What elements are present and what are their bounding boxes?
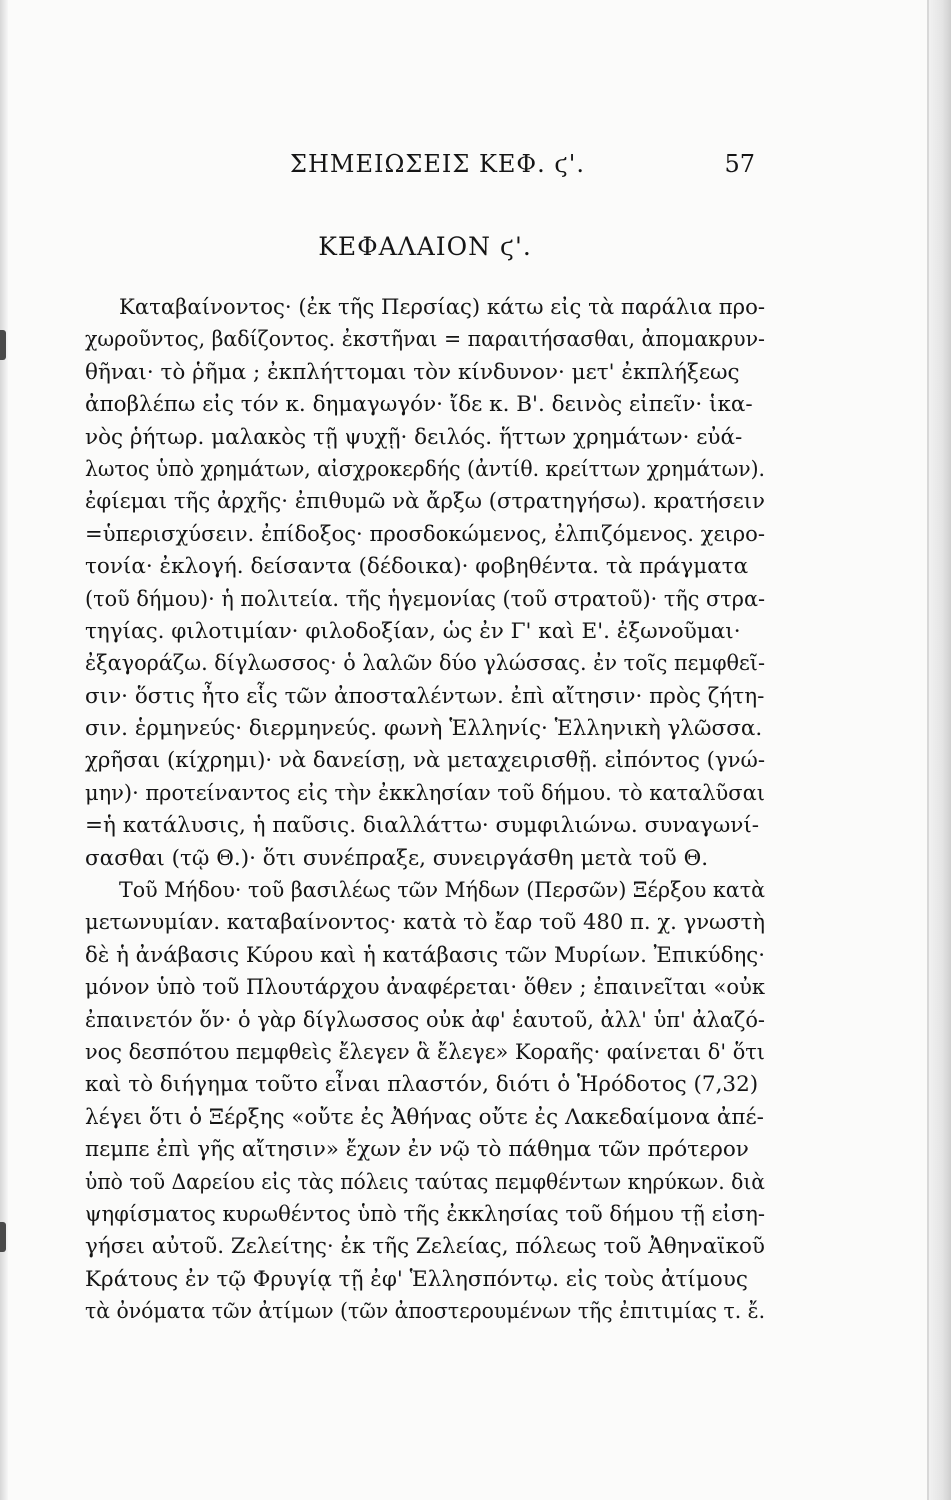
notes-text	[85, 292, 765, 1329]
text-line: Κράτους ἐν τῷ Φρυγίᾳ τῇ ἐφ' Ἑλλησπόντῳ. εἰς τοὺς ἀτίμους	[85, 1266, 748, 1292]
text-line: ἀποβλέπω εἰς τόν κ. δημαγωγόν· ἴδε κ. Β'. δεινὸς εἰπεῖν· ἱκα-	[85, 392, 753, 418]
text-line: Καταβαίνοντος· (ἐκ τῆς Περσίας) κάτω εἰς τὰ παράλια προ-	[119, 295, 766, 320]
page-number: 57	[724, 150, 755, 178]
text-line: μην)· προτείναντος εἰς τὴν ἐκκλησίαν τοῦ δήμου. τὸ καταλῦσαι	[85, 780, 765, 806]
text-line: =ἡ κατάλυσις, ἡ παῦσις. διαλλάττω· συμφιλιώνω. συναγωνί-	[85, 813, 760, 839]
text-line: (τοῦ δήμου)· ἡ πολιτεία. τῆς ἡγεμονίας (τοῦ στρατοῦ)· τῆς στρα-	[85, 586, 766, 612]
text-line: ψηφίσματος κυρωθέντος ὑπὸ τῆς ἐκκλησίας τοῦ δήμου τῇ εἰση-	[85, 1201, 765, 1227]
running-head-title: ΣΗΜΕΙΩΣΕΙΣ ΚΕΦ. ϛ'.	[290, 150, 585, 178]
left-page-edge	[0, 0, 8, 1500]
text-line: σιν. ἑρμηνεύς· διερμηνεύς. φωνὴ Ἑλληνίς· Ἑλληνικὴ γλῶσσα.	[85, 716, 763, 742]
text-line: τὰ ὀνόματα τῶν ἀτίμων (τῶν ἀποστερουμένων τῆς ἐπιτιμίας τ. ἔ.	[85, 1299, 766, 1325]
text-line: ἐξαγοράζω. δίγλωσσος· ὁ λαλῶν δύο γλώσσας. ἐν τοῖς πεμφθεῖ-	[85, 651, 765, 677]
text-line: τονία· ἐκλογή. δείσαντα (δέδοικα)· φοβηθέντα. τὰ πράγματα	[85, 554, 749, 580]
binding-mark	[0, 330, 6, 360]
text-line: πεμπε ἐπὶ γῆς αἴτησιν» ἔχων ἐν νῷ τὸ πάθημα τῶν πρότερον	[85, 1137, 749, 1163]
text-line: νὸς ῥήτωρ. μαλακὸς τῇ ψυχῇ· δειλός. ἥττων χρημάτων· εὐά-	[85, 424, 743, 450]
text-line: τηγίας. φιλοτιμίαν· φιλοδοξίαν, ὡς ἐν Γ' καὶ Ε'. ἐξωνοῦμαι·	[85, 618, 741, 644]
text-line: λέγει ὅτι ὁ Ξέρξης «οὔτε ἐς Ἀθήνας οὔτε ἐς Λακεδαίμονα ἀπέ-	[85, 1104, 764, 1130]
text-line: δὲ ἡ ἀνάβασις Κύρου καὶ ἡ κατάβασις τῶν Μυρίων. Ἐπικύδης·	[85, 942, 766, 968]
text-line: λωτος ὑπὸ χρημάτων, αἰσχροκερδής (ἀντίθ. κρείττων χρημάτων).	[85, 456, 766, 482]
text-line: σασθαι (τῷ Θ.)· ὅτι συνέπραξε, συνειργάσθη μετὰ τοῦ Θ.	[85, 845, 709, 871]
text-line: Τοῦ Μήδου· τοῦ βασιλέως τῶν Μήδων (Περσῶν) Ξέρξου κατὰ	[119, 878, 765, 904]
text-line: χωροῦντος, βαδίζοντος. ἐκστῆναι = παραιτήσασθαι, ἀπομακρυν-	[85, 327, 765, 353]
text-line: καὶ τὸ διήγημα τοῦτο εἶναι πλαστόν, διότι ὁ Ἡρόδοτος (7,32)	[85, 1072, 759, 1098]
text-line: γήσει αὐτοῦ. Ζελείτης· ἐκ τῆς Ζελείας, πόλεως τοῦ Ἀθηναϊκοῦ	[85, 1234, 765, 1260]
running-head	[85, 150, 755, 190]
text-line: =ὑπερισχύσειν. ἐπίδοξος· προσδοκώμενος, ἐλπιζόμενος. χειρο-	[85, 521, 765, 547]
chapter-title: ΚΕΦΑΛΑΙΟΝ ϛ'.	[318, 232, 532, 261]
right-page-edge	[927, 0, 951, 1500]
text-line: ὑπὸ τοῦ Δαρείου εἰς τὰς πόλεις ταύτας πεμφθέντων κηρύκων. διὰ	[85, 1169, 766, 1195]
text-line: μόνον ὑπὸ τοῦ Πλουτάρχου ἀναφέρεται· ὅθεν ; ἐπαινεῖται «οὐκ	[85, 975, 766, 1001]
text-line: ἐφίεμαι τῆς ἀρχῆς· ἐπιθυμῶ νὰ ἄρξω (στρατηγήσω). κρατήσειν	[85, 489, 765, 515]
text-line: θῆναι· τὸ ῥῆμα ; ἐκπλήττομαι τὸν κίνδυνον· μετ' ἐκπλήξεως	[85, 359, 740, 385]
text-line: ἐπαινετόν ὅν· ὁ γὰρ δίγλωσσος οὐκ ἀφ' ἑαυτοῦ, ἀλλ' ὑπ' ἀλαζό-	[85, 1007, 765, 1033]
text-line: σιν· ὅστις ἦτο εἷς τῶν ἀποσταλέντων. ἐπὶ αἴτησιν· πρὸς ζήτη-	[85, 683, 765, 709]
binding-mark	[0, 1222, 6, 1252]
text-line: νος δεσπότου πεμφθεὶς ἔλεγεν ἃ ἔλεγε» Κοραῆς· φαίνεται δ' ὅτι	[85, 1039, 765, 1065]
text-line: μετωνυμίαν. καταβαίνοντος· κατὰ τὸ ἔαρ τοῦ 480 π. χ. γνωστὴ	[85, 910, 766, 936]
text-line: χρῆσαι (κίχρημι)· νὰ δανείσῃ, νὰ μεταχειρισθῇ. εἰπόντος (γνώ-	[85, 748, 766, 774]
